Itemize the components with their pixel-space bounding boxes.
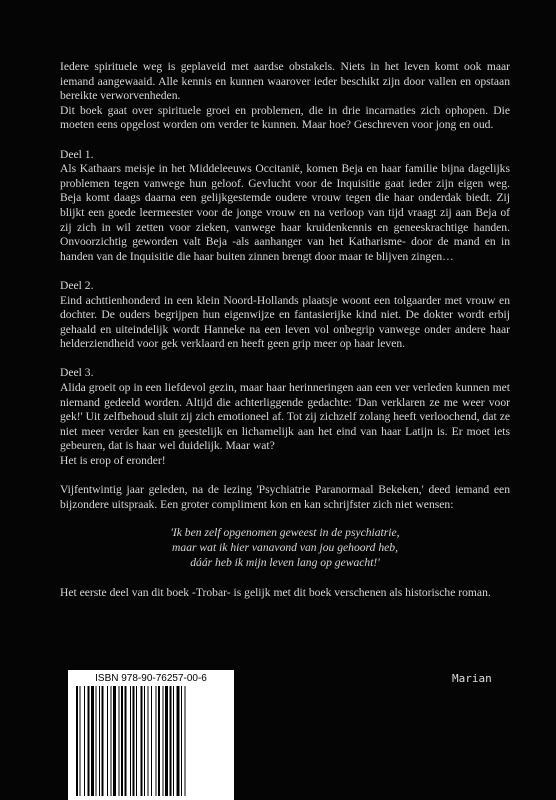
barcode-bar: [119, 686, 120, 796]
barcode-box: [68, 670, 234, 800]
barcode-bar: [170, 686, 172, 796]
author-signature: Marian: [452, 672, 492, 685]
barcode-bar: [165, 686, 168, 796]
barcode-bar: [76, 686, 78, 796]
barcode-bar: [156, 686, 157, 796]
barcode-bar: [136, 686, 137, 796]
barcode-image: [74, 686, 228, 796]
deel3-extra: Het is erop of eronder!: [60, 454, 166, 468]
barcode-bar: [130, 686, 131, 796]
deel3-text: Alida groeit op in een liefdevol gezin, maar haar herinneringen aan een ver verleden kunnen met niemand gedeeld worden. Altijd die achterliggende gedachte: 'Dan verklaren ze me weer voor gek!' Uit zelfbehoud sluit zij zich emotioneel af. Tot zij zichzelf zolang heeft verloochend, dat ze niet meer verder kan en geestelijk en lichamelijk aan het eind van haar Latijn is. Er moet iets gebeuren, dat is haar wel duidelijk. Maar wat?: [60, 381, 510, 453]
barcode-bar: [113, 686, 116, 796]
barcode-bar: [173, 686, 174, 796]
barcode-bar: [177, 686, 180, 796]
barcode-bar: [185, 686, 186, 796]
quote-line-2: maar wat ik hier vanavond van jou gehoord heb,: [172, 541, 398, 554]
barcode-bar: [111, 686, 112, 796]
deel3-heading: Deel 3.: [60, 366, 94, 380]
barcode-bar: [88, 686, 90, 796]
barcode-bar: [125, 686, 127, 796]
back-cover-text: [60, 60, 510, 615]
closing-paragraph: Het eerste deel van dit boek -Trobar- is gelijk met dit boek verschenen als historische roman.: [60, 586, 491, 600]
quote-block: [60, 526, 510, 570]
barcode-bar: [133, 686, 135, 796]
intro-text: Iedere spirituele weg is geplaveid met aardse obstakels. Niets in het leven komt ook maar iemand aangewaaid. Alle kennis en kunnen waarover ieder beschikt zijn door vallen en opstaan bereikte verworvenheden.: [60, 60, 510, 103]
barcode-bar: [151, 686, 152, 796]
deel1-text: Als Kathaars meisje in het Middeleeuws Occitanië, komen Beja en haar familie bijna dagelijks problemen tegen vanwege hun geloof. Gevlucht voor de Inquisitie gaat ieder zijn eigen weg. Beja komt daags daarna een gelijkgestemde oudere vrouw tegen die haar onderdak biedt. Zij blijkt een goede leermeester voor de jonge vrouw en na verloop van tijd vraagt zij aan Beja of zij zich in wil zetten voor zieken, vanwege haar kruidenkennis en geneeskrachtige handen. Onvoorzichtig geworden valt Beja -als aanhanger van het Katharisme- door de mand en in handen van de Inquisitie die haar buiten zinnen brengt door maar te blijven zingen…: [60, 162, 510, 263]
barcode-bar: [144, 686, 145, 796]
barcode-bar: [84, 686, 85, 796]
barcode-bar: [158, 686, 160, 796]
barcode-bar: [163, 686, 164, 796]
barcode-bar: [96, 686, 97, 796]
intro-text-2: Dit boek gaat over spirituele groei en problemen, die in drie incarnaties zich ophopen. Die moeten eens opgelost worden om verder te kunnen. Maar hoe? Geschreven voor jong en oud.: [60, 103, 510, 132]
deel3-paragraph: [60, 366, 510, 468]
deel2-text: Eind achttienhonderd in een klein Noord-Hollands plaatsje woont een tolgaarder met vrouw en dochter. De ouders begrijpen hun eigenwijze en fantasierijke kind niet. De dokter wordt erbij gehaald en uiteindelijk wordt Hanneke na een leven vol onbegrip vanwege onder andere haar helderziendheid voor gek verklaard en heeft geen grip meer op haar leven.: [60, 293, 510, 351]
barcode-bar: [99, 686, 100, 796]
barcode-bar: [141, 686, 143, 796]
deel1-paragraph: [60, 148, 510, 265]
barcode-bar: [107, 686, 108, 796]
quote-line-3: dáár heb ik mijn leven lang op gewacht!': [190, 555, 380, 569]
barcode-bar: [121, 686, 123, 796]
barcode-bar: [91, 686, 94, 796]
isbn-label: ISBN 978-90-76257-00-6: [95, 673, 207, 684]
deel2-paragraph: [60, 279, 510, 352]
intro-paragraph: [60, 60, 510, 133]
barcode-bar: [181, 686, 182, 796]
barcode-bar: [80, 686, 81, 796]
barcode-bar: [102, 686, 104, 796]
lezing-paragraph: Vijfentwintig jaar geleden, na de lezing 'Psychiatrie Paranormaal Bekeken,' deed iemand een bijzondere uitspraak. Een groter compliment kon en kan schrijfster zich niet wensen:: [60, 483, 510, 511]
barcode-bar: [148, 686, 149, 796]
quote-line-1: 'Ik ben zelf opgenomen geweest in de psychiatrie,: [170, 526, 400, 540]
deel2-heading: Deel 2.: [60, 278, 94, 292]
deel1-heading: Deel 1.: [60, 147, 94, 161]
